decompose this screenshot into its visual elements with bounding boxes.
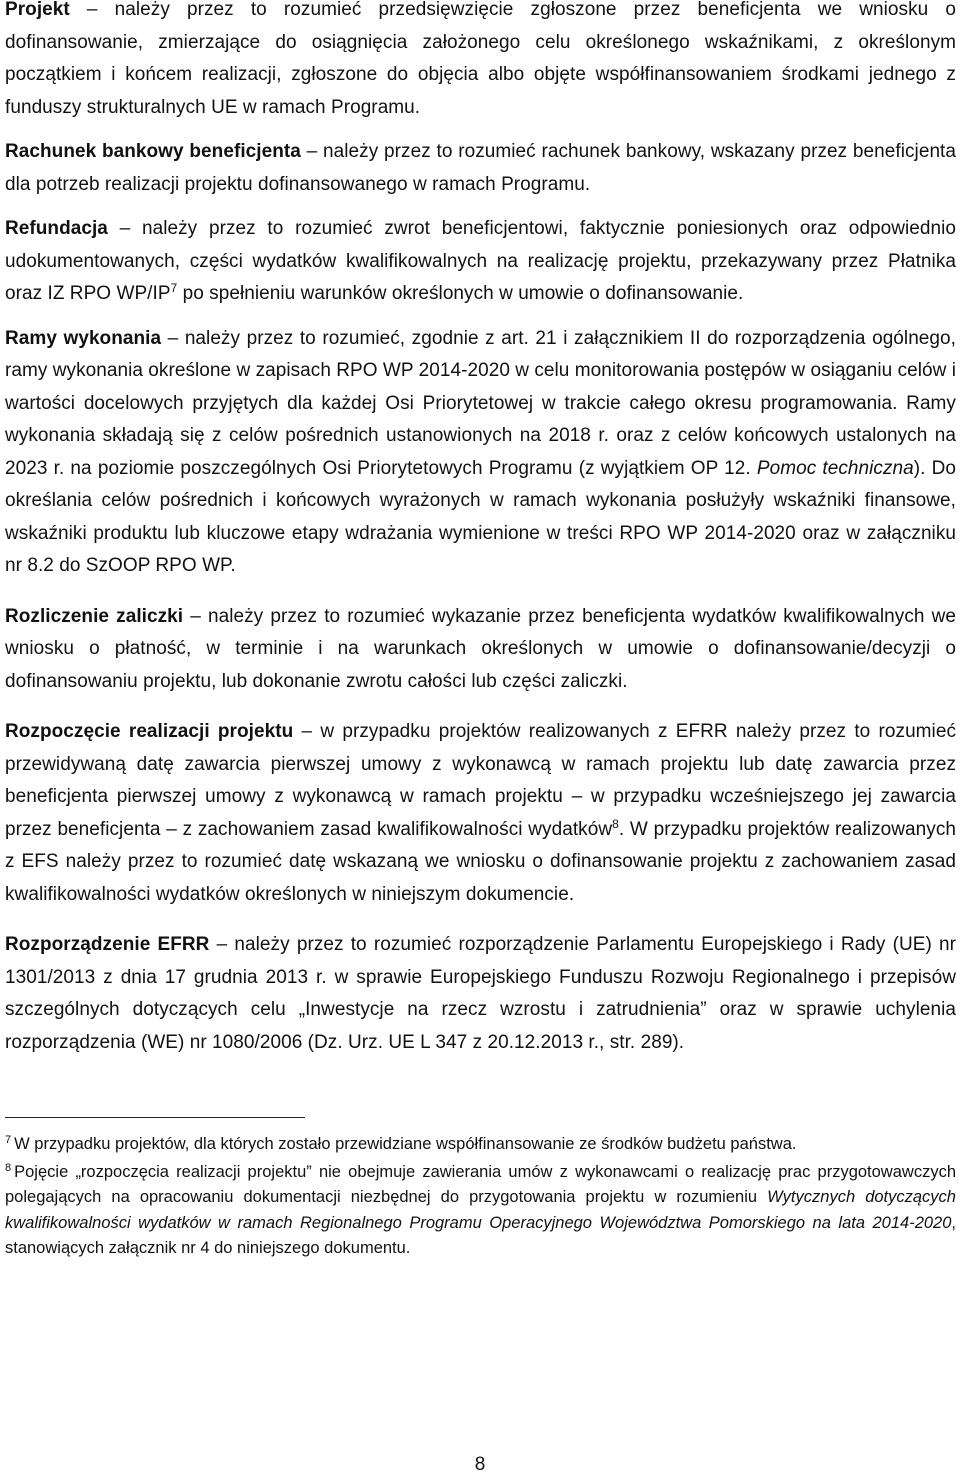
definition-text-continued: . W przypadku projektów realizowanych z EFS należy przez to rozumieć datę wskazaną we wniosku o dofinansowanie projektu z zachowaniem zasad kwalifikowalności wydatków określonych w niniejszym dokumencie. xyxy=(5,818,956,905)
definition-rozporzadzenie-efrr xyxy=(5,929,956,1059)
term-ramy-wykonania: Ramy wykonania xyxy=(5,327,162,349)
definition-text: należy przez to rozumieć rachunek bankowy, wskazany przez beneficjenta dla potrzeb realizacji projektu dofinansowanego w ramach Programu. xyxy=(5,141,957,195)
footnote-text: Pojęcie „rozpoczęcia realizacji projektu” nie obejmuje zawierania umów z wykonawcami o realizację prac przygotowawczych polegających na opracowaniu dokumentacji niezbędnej do przygotowania projektu w rozumieniu xyxy=(5,1162,956,1206)
definition-text: należy przez to rozumieć przedsięwzięcie zgłoszone przez beneficjenta we wniosku o dofinansowanie, zmierzające do osiągnięcia założonego celu określonego wskaźnikami, z określonym początkiem i końcem realizacji, zgłoszone do objęcia albo objęte współfinansowaniem środkami jednego z funduszy strukturalnych UE w ramach Programu. xyxy=(5,0,956,118)
definition-ramy-wykonania xyxy=(5,323,956,583)
term-rachunek: Rachunek bankowy beneficjenta xyxy=(5,141,301,162)
definition-italic: Pomoc techniczna xyxy=(756,457,914,479)
definition-text: należy przez to rozumieć wykazanie przez beneficjenta wydatków kwalifikowalnych we wniosku o płatność, w terminie i na warunkach określonych w umowie o dofinansowanie/decyzji o dofinansowaniu projektu, lub dokonanie zwrotu całości lub części zaliczki. xyxy=(5,605,957,692)
footnote-ref-8[interactable]: 8 xyxy=(612,816,619,831)
definition-text-continued: ). Do określania celów pośrednich i końcowych wyrażonych w ramach wykonania posłużyły wskaźniki finansowe, wskaźniki produktu lub kluczowe etapy wdrażania wymienione w treści RPO WP 2014-2020 oraz w załączniku nr 8.2 do SzOOP RPO WP. xyxy=(5,457,956,576)
footnote-divider xyxy=(5,1117,305,1118)
definition-rachunek xyxy=(5,136,956,201)
footnote-mark-7: 7 xyxy=(5,1134,12,1146)
definition-dash: – xyxy=(209,934,235,955)
definition-projekt xyxy=(5,0,956,124)
footnote-8 xyxy=(5,1160,956,1262)
page-number: 8 xyxy=(474,1454,486,1475)
term-rozliczenie-zaliczki: Rozliczenie zaliczki xyxy=(5,605,184,627)
footnote-mark-8: 8 xyxy=(5,1161,12,1174)
definition-dash: – xyxy=(293,721,321,742)
footnote-text-continued: , stanowiących załącznik nr 4 do niniejszego dokumentu. xyxy=(5,1213,956,1257)
definition-rozpoczecie-realizacji xyxy=(5,716,956,911)
definition-text: należy przez to rozumieć rozporządzenie Parlamentu Europejskiego i Rady (UE) nr 1301/2013 z dnia 17 grudnia 2013 r. w sprawie Europejskiego Funduszu Rozwoju Regionalnego i przepisów szczególnych dotyczących celu „Inwestycje na rzecz wzrostu i zatrudnienia” oraz w sprawie uchylenia rozporządzenia (WE) nr 1080/2006 (Dz. Urz. UE L 347 z 20.12.2013 r., str. 289). xyxy=(5,934,956,1053)
definition-text: należy przez to rozumieć zwrot beneficjentowi, faktycznie poniesionych oraz odpowiednio udokumentowanych, części wydatków kwalifikowalnych na realizację projektu, przekazywany przez Płatnika oraz IZ RPO WP/IP xyxy=(5,218,956,304)
definition-text-continued: po spełnieniu warunków określonych w umowie o dofinansowanie. xyxy=(177,283,744,304)
definition-dash: – xyxy=(107,218,143,239)
definition-dash: – xyxy=(300,141,324,162)
term-rozporzadzenie-efrr: Rozporządzenie EFRR xyxy=(5,934,210,955)
footnote-italic: Wytycznych dotyczących kwalifikowalności wydatków w ramach Regionalnego Programu Operacyjnego Województwa Pomorskiego na lata 2014-2020 xyxy=(5,1188,956,1232)
footnotes xyxy=(5,1132,956,1262)
term-refundacja: Refundacja xyxy=(5,218,108,239)
term-projekt: Projekt xyxy=(5,0,70,20)
definition-text: należy przez to rozumieć, zgodnie z art. 21 i załącznikiem II do rozporządzenia ogólnego, ramy wykonania określone w zapisach RPO WP 2014-2020 w celu monitorowania postępów w osiąganiu celów i wartości docelowych przyjętych dla każdej Osi Priorytetowej w trakcie całego okresu programowania. Ramy wykonania składają się z celów pośrednich ustanowionych na 2018 r. oraz z celów końcowych ustalonych na 2023 r. na poziomie poszczególnych Osi Priorytetowych Programu (z wyjątkiem OP 12. xyxy=(5,327,957,479)
footnote-ref-7[interactable]: 7 xyxy=(170,281,178,295)
definition-refundacja xyxy=(5,213,956,311)
definition-dash: – xyxy=(183,605,209,627)
definition-dash: – xyxy=(161,327,185,349)
definition-rozliczenie-zaliczki xyxy=(5,601,956,699)
definition-dash: – xyxy=(69,0,115,20)
footnote-text: W przypadku projektów, dla których zostało przewidziane współfinansowanie ze środków budżetu państwa. xyxy=(14,1135,797,1153)
footnote-7 xyxy=(5,1132,956,1158)
term-rozpoczecie-realizacji: Rozpoczęcie realizacji projektu xyxy=(5,721,294,742)
definition-text: w przypadku projektów realizowanych z EFRR należy przez to rozumieć przewidywaną datę zawarcia pierwszej umowy z wykonawcą w ramach projektu lub datę zawarcia przez beneficjenta pierwszej umowy z wykonawcą w ramach projektu – w przypadku wcześniejszego jej zawarcia przez beneficjenta – z zachowaniem zasad kwalifikowalności wydatków xyxy=(5,721,956,840)
